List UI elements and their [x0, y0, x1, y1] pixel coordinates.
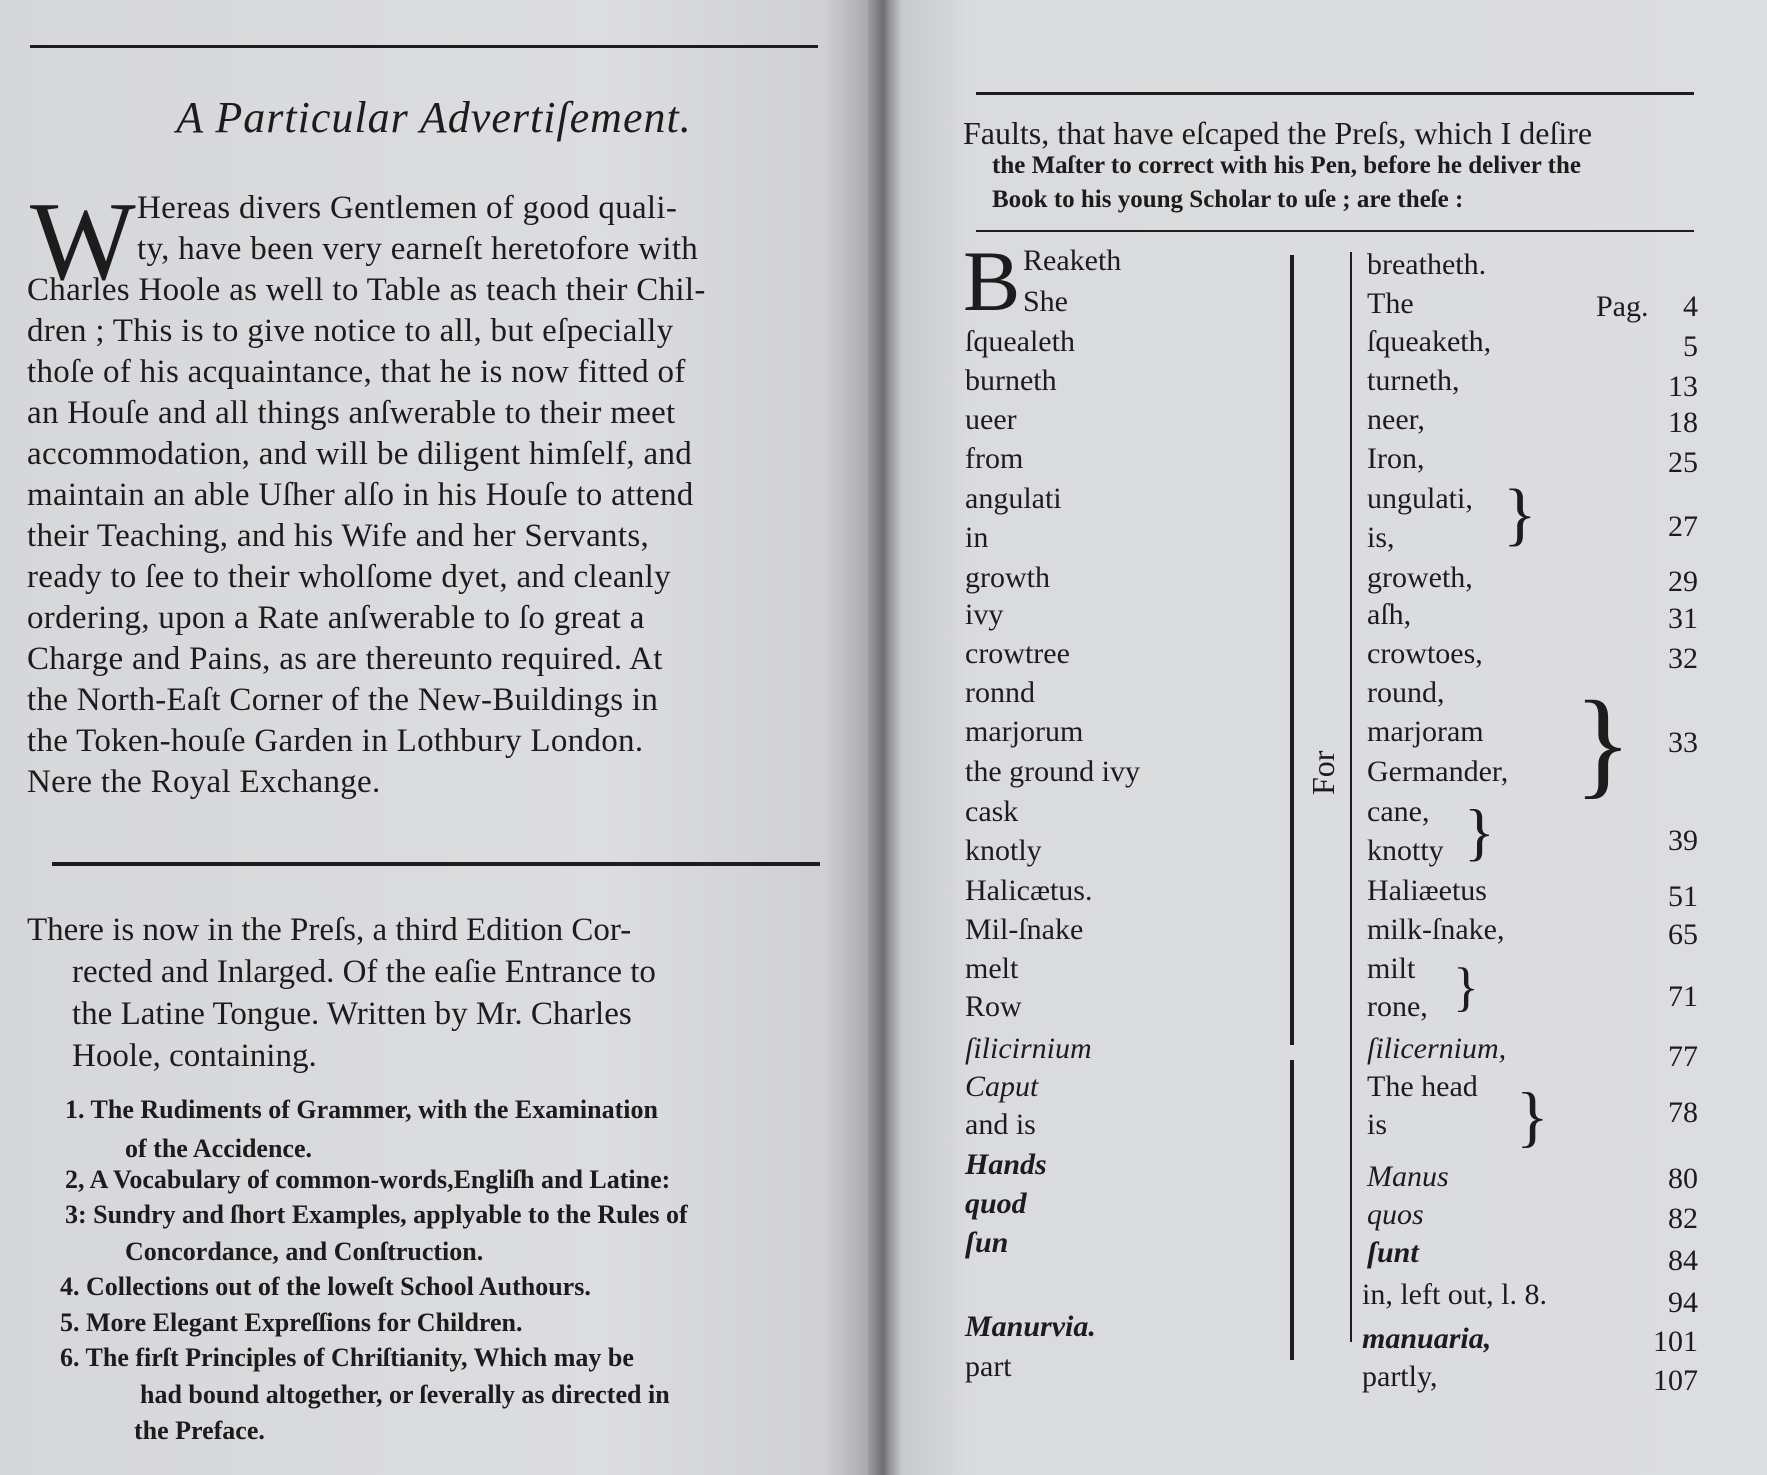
press-line: the Latine Tongue. Written by Mr. Charles: [72, 996, 632, 1032]
errata-wrong: ronnd: [965, 676, 1035, 709]
errata-page: 77: [1668, 1040, 1698, 1073]
errata-wrong: cask: [965, 795, 1019, 828]
list-item: 3: Sundry and ſhort Examples, applyable to the Rules of: [65, 1200, 688, 1229]
errata-wrong: quod: [965, 1187, 1027, 1220]
middle-rule-left: [52, 862, 820, 866]
errata-wrong: ſilicirnium: [965, 1032, 1092, 1065]
errata-correct: Manus: [1367, 1160, 1449, 1193]
errata-correct: turneth,: [1367, 364, 1460, 397]
errata-page: 51: [1668, 880, 1698, 913]
errata-correct: The: [1367, 287, 1414, 320]
errata-page: 80: [1668, 1162, 1698, 1195]
ad-line: Charles Hoole as well to Table as teach their Chil-: [27, 272, 706, 308]
errata-page: 101: [1653, 1325, 1698, 1358]
errata-correct: ſilicernium,: [1367, 1032, 1507, 1065]
errata-wrong: Mil-ſnake: [965, 913, 1084, 946]
advertisement-title: A Particular Advertiſement.: [176, 93, 692, 142]
errata-correct: groweth,: [1367, 561, 1473, 594]
errata-page: 31: [1668, 602, 1698, 635]
errata-page: 5: [1683, 330, 1698, 363]
errata-page: 107: [1653, 1364, 1698, 1397]
list-item: 1. The Rudiments of Grammer, with the Examination: [65, 1095, 658, 1124]
errata-page: 4: [1683, 290, 1698, 323]
curly-brace: }: [1464, 796, 1495, 867]
errata-page: 82: [1668, 1202, 1698, 1235]
errata-wrong: in: [965, 521, 989, 554]
ad-line: Hereas divers Gentlemen of good quali-: [137, 190, 678, 226]
errata-correct: round,: [1367, 676, 1445, 709]
errata-correct: Haliæetus: [1367, 874, 1487, 907]
ad-line: accommodation, and will be diligent himſelf, and: [27, 436, 693, 472]
errata-page: 94: [1668, 1286, 1698, 1319]
errata-correct: is: [1367, 1108, 1388, 1141]
errata-correct: quos: [1367, 1198, 1424, 1231]
errata-correct: marjoram: [1367, 715, 1484, 748]
errata-page: 29: [1668, 565, 1698, 598]
list-item: the Preface.: [134, 1416, 265, 1445]
errata-wrong: crowtree: [965, 637, 1070, 670]
ad-line: ready to ſee to their wholſome dyet, and cleanly: [27, 559, 671, 595]
list-item: 6. The firſt Principles of Chriſtianity, Which may be: [60, 1343, 634, 1372]
errata-correct: neer,: [1367, 403, 1425, 436]
list-item: 2, A Vocabulary of common-words,Engliſh and Latine:: [65, 1165, 671, 1194]
pag-label: Pag.: [1596, 290, 1649, 323]
errata-wrong: part: [965, 1350, 1012, 1383]
ad-line: dren ; This is to give notice to all, but eſpecially: [27, 313, 674, 349]
errata-correct: cane,: [1367, 795, 1430, 828]
faults-heading-line: the Maſter to correct with his Pen, before he deliver the: [992, 152, 1581, 179]
ad-line: their Teaching, and his Wife and her Servants,: [27, 518, 650, 554]
errata-wrong: angulati: [965, 482, 1062, 515]
errata-page: 13: [1668, 370, 1698, 403]
errata-wrong: ſquealeth: [965, 325, 1075, 358]
faults-heading-line: Book to his young Scholar to uſe ; are theſe :: [992, 186, 1464, 213]
errata-wrong: melt: [965, 952, 1019, 985]
top-rule-left: [30, 45, 818, 48]
column-rule-right: [1350, 252, 1352, 1342]
errata-correct: manuaria,: [1362, 1322, 1492, 1355]
column-rule-left-upper: [1290, 255, 1294, 1045]
errata-wrong: She: [1023, 285, 1068, 318]
ad-line: an Houſe and all things anſwerable to their meet: [27, 395, 676, 431]
ad-line: thoſe of his acquaintance, that he is now fitted of: [27, 354, 686, 390]
ad-line: ty, have been very earneſt heretofore with: [137, 231, 699, 267]
errata-correct: milt: [1367, 952, 1416, 985]
bracket-page-number: 39: [1668, 824, 1698, 857]
errata-correct: Germander,: [1367, 755, 1509, 788]
errata-correct: breatheth.: [1367, 248, 1487, 281]
under-heading-rule: [976, 230, 1694, 232]
errata-correct: crowtoes,: [1367, 637, 1483, 670]
errata-wrong: growth: [965, 561, 1050, 594]
ad-line: Charge and Pains, as are thereunto required. At: [27, 641, 663, 677]
list-item: 5. More Elegant Expreſſions for Children.: [60, 1308, 523, 1337]
bracket-page-number: 27: [1668, 510, 1698, 543]
big-initial: B: [963, 233, 1021, 329]
errata-correct: rone,: [1367, 990, 1428, 1023]
errata-page: 65: [1668, 918, 1698, 951]
errata-correct: The head: [1367, 1070, 1478, 1103]
ad-line: maintain an able Uſher alſo in his Houſe to attend: [27, 477, 694, 513]
errata-wrong: and is: [965, 1108, 1036, 1141]
ad-line: ordering, upon a Rate anſwerable to ſo great a: [27, 600, 645, 636]
book-gutter: [868, 0, 902, 1475]
list-item: 4. Collections out of the loweſt School Authours.: [60, 1272, 591, 1301]
errata-correct: ungulati,: [1367, 482, 1473, 515]
errata-correct: knotty: [1367, 834, 1444, 867]
drop-cap: W: [30, 180, 136, 304]
errata-wrong: marjorum: [965, 715, 1084, 748]
errata-correct: is,: [1367, 521, 1395, 554]
errata-wrong: Hands: [965, 1148, 1047, 1181]
errata-wrong: the ground ivy: [965, 755, 1140, 788]
bracket-page-number: 33: [1668, 726, 1698, 759]
errata-page: 25: [1668, 446, 1698, 479]
for-label: For: [1305, 750, 1341, 795]
top-rule-right: [976, 92, 1694, 95]
curly-brace: }: [1574, 676, 1632, 809]
errata-wrong: ivy: [965, 598, 1004, 631]
errata-correct: ſqueaketh,: [1367, 325, 1492, 358]
curly-brace: }: [1503, 476, 1537, 553]
ad-line: the Token-houſe Garden in Lothbury London.: [27, 723, 644, 759]
errata-correct: milk-ſnake,: [1367, 913, 1505, 946]
errata-wrong: burneth: [965, 364, 1057, 397]
list-item: of the Accidence.: [125, 1134, 313, 1163]
errata-page: 18: [1668, 406, 1698, 439]
errata-wrong: Manurvia.: [965, 1310, 1096, 1343]
curly-brace: }: [1516, 1078, 1549, 1154]
errata-wrong: Row: [965, 990, 1022, 1023]
ad-line: the North-Eaſt Corner of the New-Buildings in: [27, 682, 659, 718]
errata-page: 84: [1668, 1244, 1698, 1277]
ad-line: Nere the Royal Exchange.: [27, 764, 381, 800]
press-line: rected and Inlarged. Of the eaſie Entrance to: [72, 954, 656, 990]
errata-wrong: Reaketh: [1023, 244, 1122, 277]
errata-correct: ſunt: [1367, 1236, 1419, 1269]
list-item: had bound altogether, or ſeverally as directed in: [140, 1380, 670, 1409]
errata-wrong: ſun: [965, 1226, 1009, 1259]
column-rule-left-lower: [1290, 1060, 1294, 1360]
errata-page: 32: [1668, 642, 1698, 675]
errata-correct: Iron,: [1367, 442, 1425, 475]
errata-correct: partly,: [1362, 1360, 1438, 1393]
errata-wrong: from: [965, 442, 1024, 475]
errata-wrong: knotly: [965, 834, 1042, 867]
errata-correct: in, left out, l. 8.: [1362, 1278, 1547, 1311]
errata-page: 78: [1668, 1096, 1698, 1129]
faults-heading-line: Faults, that have eſcaped the Preſs, which I deſire: [963, 115, 1593, 151]
errata-wrong: Halicætus.: [965, 874, 1093, 907]
errata-page: 71: [1668, 980, 1698, 1013]
press-line: Hoole, containing.: [72, 1038, 317, 1074]
errata-wrong: ueer: [965, 403, 1017, 436]
curly-brace: }: [1453, 957, 1479, 1017]
list-item: Concordance, and Conſtruction.: [125, 1237, 484, 1266]
errata-wrong: Caput: [965, 1070, 1039, 1103]
errata-correct: aſh,: [1367, 598, 1412, 631]
press-line: There is now in the Preſs, a third Edition Cor-: [27, 912, 632, 948]
